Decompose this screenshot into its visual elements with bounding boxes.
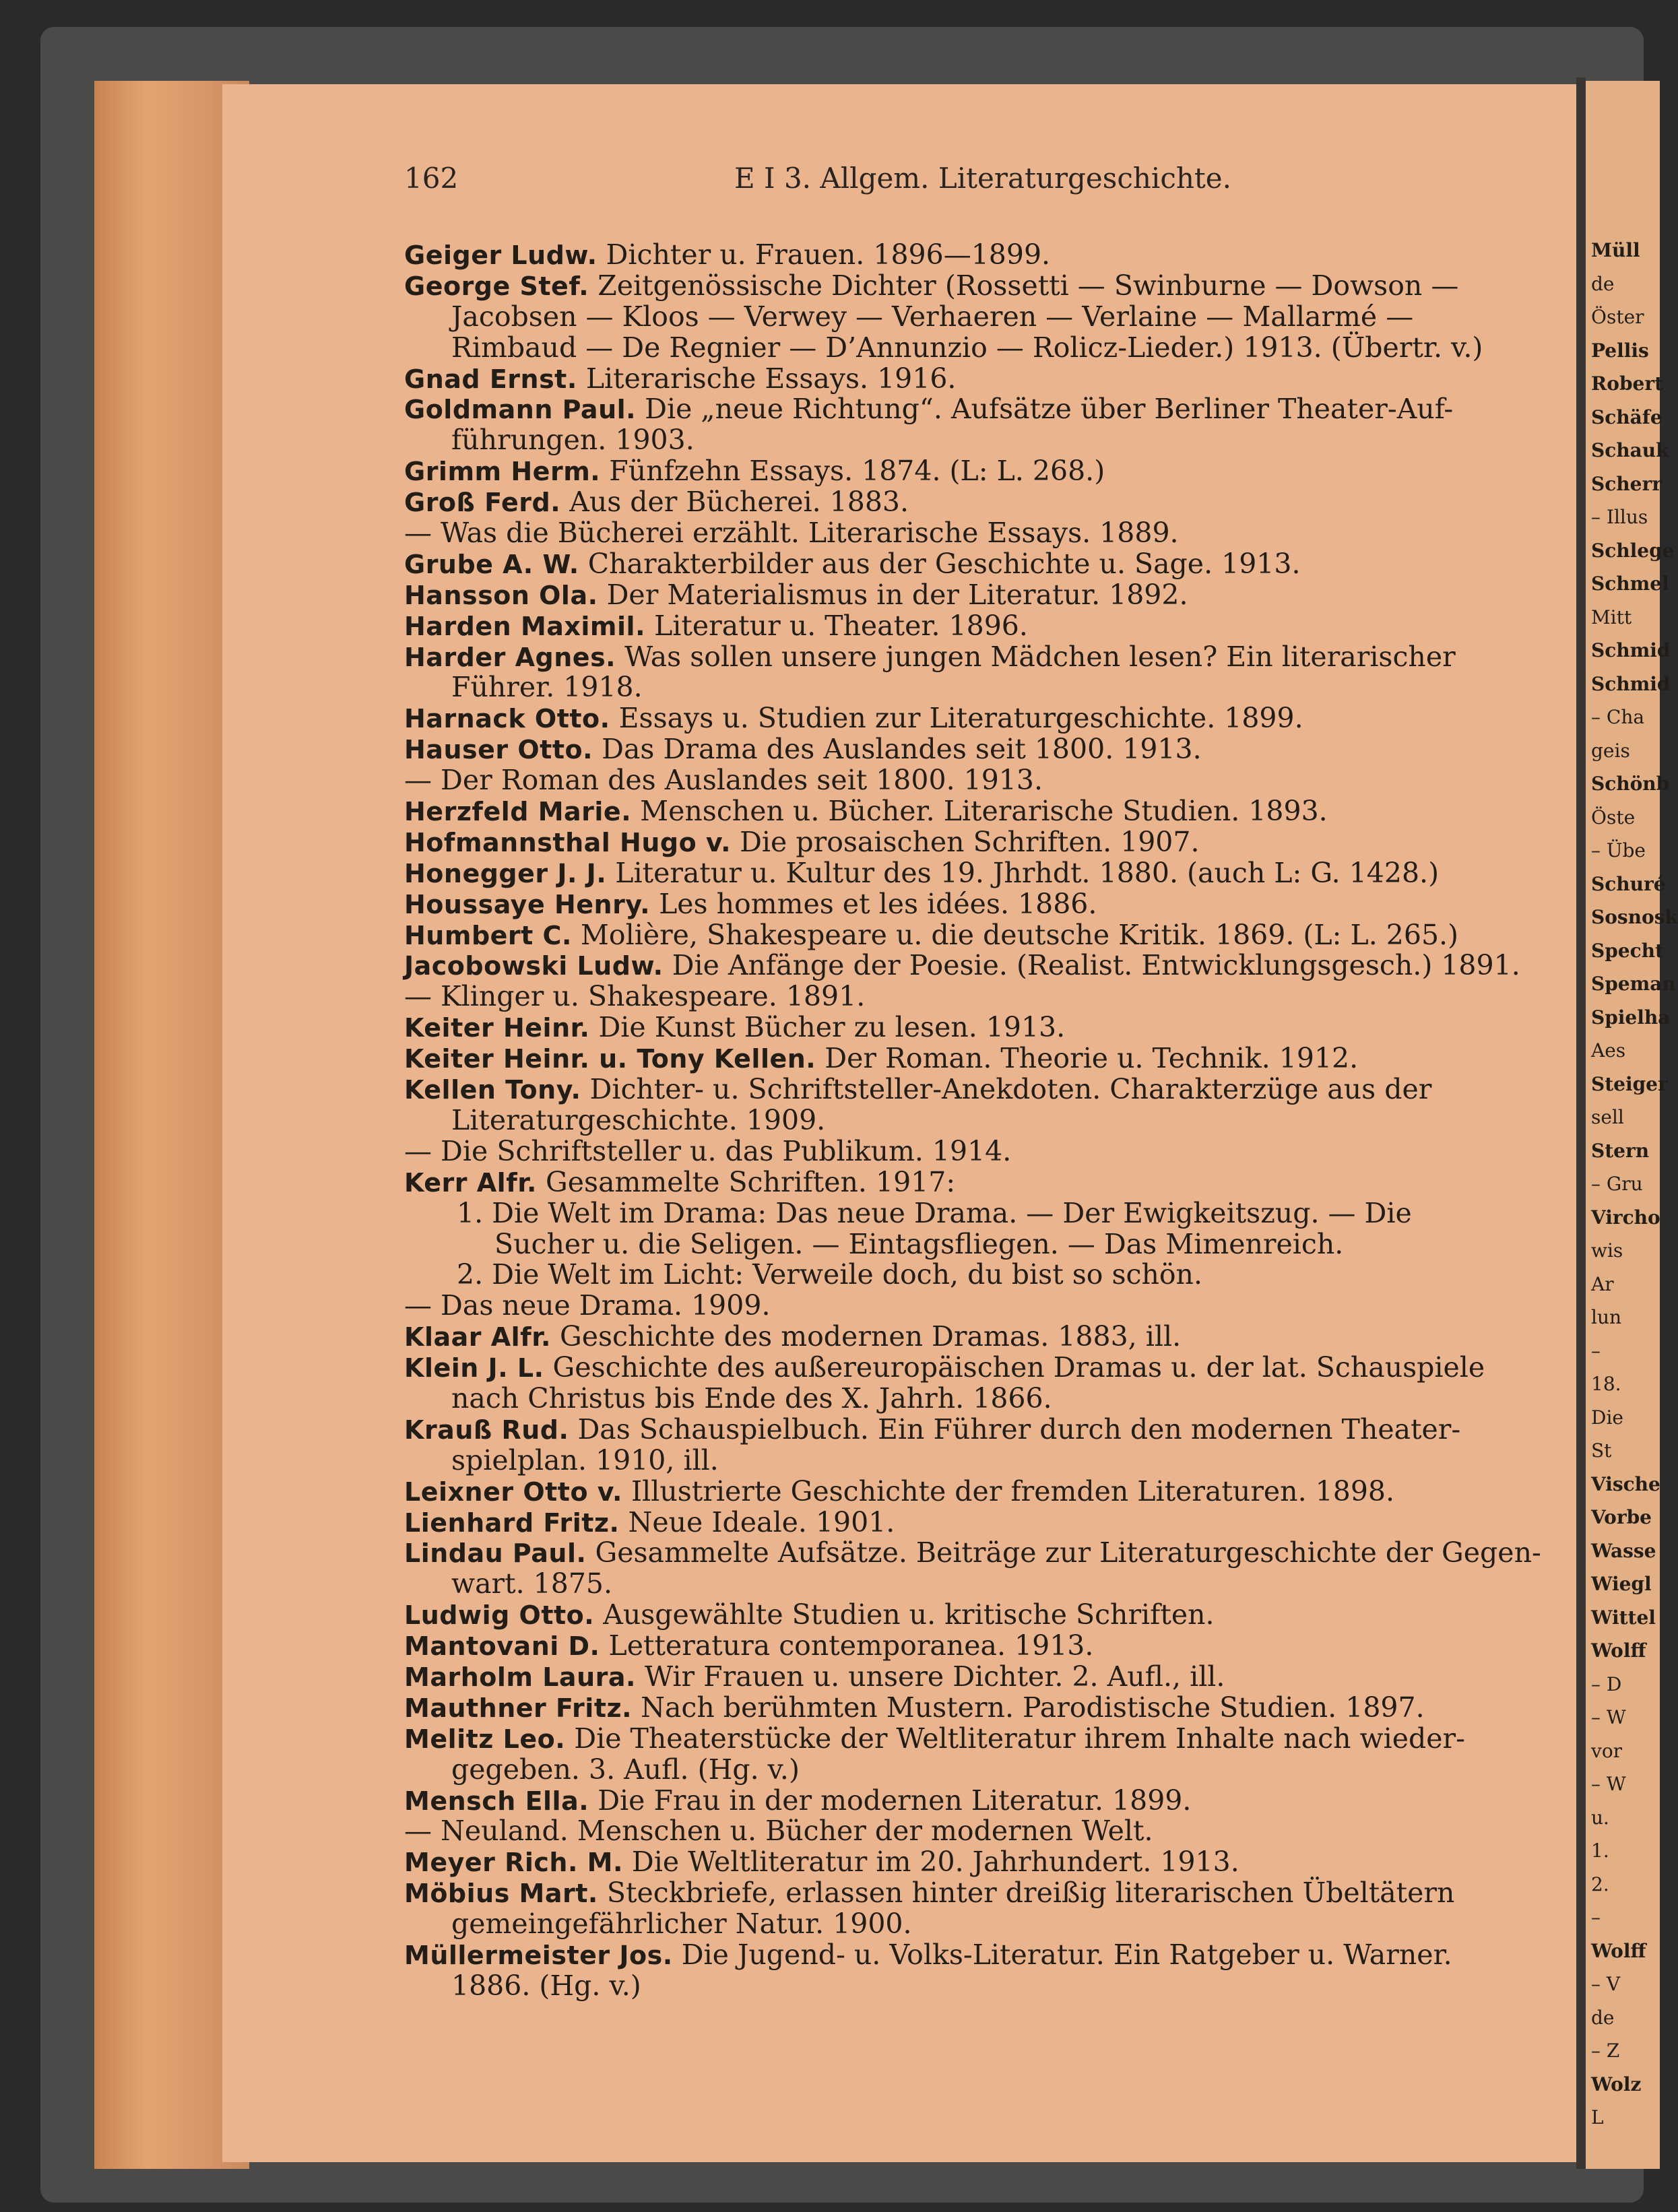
entry-first-line (404, 487, 1576, 518)
bibliography-entry (404, 1693, 1576, 1724)
entry-first-line (404, 1507, 1576, 1538)
facing-page-text: – Cha (1591, 706, 1645, 728)
facing-page-text: Die (1591, 1406, 1623, 1429)
facing-page-text: Schmel (1591, 573, 1669, 595)
bibliography-entry (404, 1507, 1576, 1538)
entry-text: Sucher u. die Seligen. — Eintagsfliegen. — Das Mimenreich. (494, 1227, 1344, 1260)
entry-first-line (404, 456, 1576, 487)
entry-text: Aus der Bücherei. 1883. (560, 486, 909, 519)
bibliography-entry (404, 580, 1576, 611)
entry-first-line (404, 1322, 1576, 1353)
bibliography-entry (404, 487, 1576, 518)
entry-continuation-line (404, 1105, 1576, 1136)
entry-first-line (404, 1043, 1576, 1074)
facing-page-text: Sosnosk (1591, 906, 1678, 928)
facing-page-text: Wasse (1591, 1539, 1656, 1562)
entry-text: Menschen u. Bücher. Literarische Studien. 1893. (631, 795, 1328, 828)
entry-first-line (404, 364, 1576, 395)
entry-continuation-line (404, 333, 1576, 364)
entry-first-line (404, 611, 1576, 642)
entry-text: Geschichte des außereuropäischen Dramas u. der lat. Schauspiele (544, 1351, 1485, 1384)
facing-page-text: St (1591, 1439, 1612, 1462)
entry-text: Charakterbilder aus der Geschichte u. Sage. 1913. (579, 547, 1301, 580)
facing-page-text: Scherr (1591, 472, 1662, 495)
page-number: 162 (404, 162, 459, 195)
facing-page-text: geis (1591, 739, 1630, 762)
page-header (404, 162, 1253, 202)
entry-author: Möbius Mart. (404, 1879, 598, 1909)
facing-page-text: 1. (1591, 1840, 1609, 1862)
entry-author: Geiger Ludw. (404, 240, 598, 270)
entry-first-line (404, 765, 1576, 796)
facing-page-text: Vorbe (1591, 1506, 1652, 1528)
entry-author: Kellen Tony. (404, 1075, 581, 1105)
entry-author: Mauthner Fritz. (404, 1693, 633, 1723)
entry-author: Humbert C. (404, 920, 572, 950)
entry-text: Steckbriefe, erlassen hinter dreißig literarischen Übeltätern (598, 1877, 1455, 1910)
entry-first-line (404, 549, 1576, 580)
entry-first-line (404, 580, 1576, 611)
bibliography-entry (404, 703, 1576, 734)
entry-first-line (404, 827, 1576, 858)
bibliography-entry (404, 1167, 1576, 1198)
entry-text: Der Roman. Theorie u. Technik. 1912. (816, 1042, 1359, 1075)
entry-author: Meyer Rich. M. (404, 1848, 623, 1878)
entry-text: Dichter u. Frauen. 1896—1899. (597, 238, 1051, 271)
facing-page-text: Ar (1591, 1272, 1614, 1295)
facing-page-fragment (1586, 81, 1678, 2169)
book-gutter (1576, 77, 1586, 2169)
facing-page-text: Pellis (1591, 339, 1649, 362)
entry-text: Literatur u. Theater. 1896. (645, 609, 1028, 642)
entry-first-line (404, 889, 1576, 920)
entry-text: Letteratura contemporanea. 1913. (600, 1629, 1094, 1662)
facing-page-text: Steiger (1591, 1072, 1668, 1095)
entry-author: Gnad Ernst. (404, 364, 577, 394)
bibliography-entry (404, 1662, 1576, 1693)
entry-text: Literaturgeschichte. 1909. (451, 1103, 826, 1136)
entry-first-line (404, 1012, 1576, 1043)
facing-page-text: Wolff (1591, 1639, 1646, 1662)
entry-text: Literarische Essays. 1916. (577, 362, 957, 395)
entry-author: Marholm Laura. (404, 1662, 636, 1692)
entry-text: — Die Schriftsteller u. das Publikum. 1914. (404, 1134, 1012, 1167)
facing-page-text: Wittel (1591, 1606, 1656, 1629)
bibliography-entry (404, 765, 1576, 796)
bibliography-entry (404, 240, 1576, 271)
facing-page-text: Schauk (1591, 439, 1669, 461)
bibliography-entry (404, 920, 1576, 951)
entry-first-line (404, 858, 1576, 889)
entry-continuation-line (404, 425, 1576, 456)
entry-text: Was sollen unsere jungen Mädchen lesen? Ein literarischer (616, 640, 1456, 673)
entry-text: Wir Frauen u. unsere Dichter. 2. Aufl., ill. (635, 1660, 1225, 1693)
bibliography-entry (404, 642, 1576, 704)
entry-text: Die Kunst Bücher zu lesen. 1913. (589, 1011, 1066, 1044)
facing-page-text: L (1591, 2106, 1604, 2128)
entry-text: Neue Ideale. 1901. (619, 1505, 895, 1538)
entry-author: Harder Agnes. (404, 642, 616, 672)
facing-page-text: de (1591, 272, 1615, 295)
entry-text: Essays u. Studien zur Literaturgeschichte. 1899. (610, 702, 1303, 735)
entry-first-line (404, 1693, 1576, 1724)
bibliography-entry (404, 1414, 1576, 1476)
entry-text: führungen. 1903. (451, 424, 695, 457)
entry-author: Groß Ferd. (404, 488, 561, 518)
facing-page-text: Wolff (1591, 1939, 1646, 1962)
facing-page-text: Speman (1591, 973, 1676, 995)
entry-text: Der Materialismus in der Literatur. 1892. (598, 578, 1188, 611)
bibliography-entry (404, 518, 1576, 549)
entry-continuation-line (404, 1755, 1576, 1786)
entry-first-line (404, 1816, 1576, 1847)
facing-page-text: Schuré (1591, 872, 1666, 895)
bibliography-entry (404, 734, 1576, 765)
entry-text: Geschichte des modernen Dramas. 1883, ill. (550, 1320, 1182, 1353)
facing-page-text: Stern (1591, 1139, 1650, 1162)
bibliography-entry (404, 827, 1576, 858)
entry-author: Kerr Alfr. (404, 1167, 537, 1198)
entry-continuation-line (404, 672, 1576, 703)
entry-author: Houssaye Henry. (404, 889, 651, 919)
facing-page-text: Schäfe (1591, 405, 1663, 428)
entry-author: Mensch Ella. (404, 1786, 589, 1816)
bibliography-entry (404, 1074, 1576, 1136)
bibliography-entry (404, 981, 1576, 1012)
entry-text: — Neuland. Menschen u. Bücher der modernen Welt. (404, 1815, 1153, 1848)
facing-page-text: Öste (1591, 806, 1636, 828)
entry-text: Ausgewählte Studien u. kritische Schriften. (594, 1598, 1215, 1631)
bibliography-entry (404, 950, 1576, 981)
facing-page-text: Müll (1591, 239, 1640, 261)
bibliography-entry (404, 1786, 1576, 1817)
entry-first-line (404, 1167, 1576, 1198)
entry-author: Klein J. L. (404, 1353, 544, 1384)
facing-page-text: Wiegl (1591, 1573, 1652, 1595)
entry-text: Nach berühmten Mustern. Parodistische Studien. 1897. (632, 1691, 1425, 1724)
entry-first-line (404, 1847, 1576, 1878)
entry-author: Harnack Otto. (404, 704, 610, 734)
entry-author: Keiter Heinr. (404, 1013, 590, 1043)
entry-text: Die Weltliteratur im 20. Jahrhundert. 1913. (622, 1846, 1239, 1879)
facing-page-text: – W (1591, 1706, 1626, 1728)
entry-author: Lienhard Fritz. (404, 1507, 620, 1538)
facing-page-text: – Z (1591, 2040, 1620, 2062)
entry-text: Die Theaterstücke der Weltliteratur ihrem Inhalte nach wieder- (565, 1722, 1465, 1755)
entry-first-line (404, 1662, 1576, 1693)
entry-author: Melitz Leo. (404, 1724, 566, 1754)
entry-author: George Stef. (404, 271, 589, 301)
entry-first-line (404, 1353, 1576, 1384)
facing-page-text: Wolz (1591, 2073, 1642, 2095)
facing-page-text: Specht (1591, 939, 1664, 962)
entry-continuation-line (404, 302, 1576, 333)
bibliography-entry (404, 1291, 1576, 1322)
bibliography-entry (404, 858, 1576, 889)
entry-text: nach Christus bis Ende des X. Jahrh. 1866. (451, 1381, 1052, 1414)
entry-text: — Klinger u. Shakespeare. 1891. (404, 980, 866, 1013)
entry-text: Dichter- u. Schriftsteller-Anekdoten. Charakterzüge aus der (581, 1073, 1432, 1106)
entry-first-line (404, 1631, 1576, 1662)
entry-author: Leixner Otto v. (404, 1476, 622, 1507)
facing-page-text: – Illus (1591, 506, 1648, 528)
entry-text: Die prosaischen Schriften. 1907. (731, 825, 1200, 858)
entry-continuation-line (404, 1229, 1576, 1260)
bibliography-entry (404, 1012, 1576, 1043)
running-title: E I 3. Allgem. Literaturgeschichte. (734, 162, 1231, 195)
entry-text: Die Anfänge der Poesie. (Realist. Entwicklungsgesch.) 1891. (663, 949, 1520, 982)
entry-author: Hansson Ola. (404, 580, 598, 610)
bibliography-entry (404, 1878, 1576, 1940)
entry-author: Honegger J. J. (404, 858, 607, 888)
entry-text: Das Schauspielbuch. Ein Führer durch den modernen Theater- (569, 1412, 1461, 1445)
entry-first-line (404, 1074, 1576, 1105)
bibliography-entry (404, 1631, 1576, 1662)
entry-first-line (404, 1538, 1576, 1569)
entry-text: Die Jugend- u. Volks-Literatur. Ein Ratgeber u. Warner. (672, 1938, 1452, 1971)
entry-text: Führer. 1918. (451, 671, 643, 704)
bibliography-entry (404, 611, 1576, 642)
entry-first-line (404, 518, 1576, 549)
facing-page-text: Schönb (1591, 773, 1670, 795)
facing-page-text: Öster (1591, 306, 1644, 328)
entry-author: Jacobowski Ludw. (404, 951, 664, 981)
entry-first-line (404, 1724, 1576, 1755)
facing-page-text: – (1591, 1906, 1601, 1928)
facing-page-text: 2. (1591, 1873, 1609, 1895)
bibliography-entry (404, 1353, 1576, 1414)
facing-page-text: Schlege (1591, 539, 1675, 562)
bibliography-entry (404, 1322, 1576, 1353)
entry-first-line (404, 981, 1576, 1012)
bibliography-entry (404, 549, 1576, 580)
entry-first-line (404, 394, 1576, 425)
entry-text: Jacobsen — Kloos — Verwey — Verhaeren — Verlaine — Mallarmé — (451, 300, 1414, 333)
bibliography-entry (404, 1847, 1576, 1878)
facing-page-text: wis (1591, 1239, 1623, 1262)
entry-author: Ludwig Otto. (404, 1600, 595, 1631)
entry-first-line (404, 1940, 1576, 1971)
entry-text: Molière, Shakespeare u. die deutsche Kritik. 1869. (L: L. 265.) (571, 918, 1459, 951)
bibliography-entry (404, 1476, 1576, 1507)
bibliography-entry (404, 796, 1576, 827)
entry-first-line (404, 271, 1576, 302)
bibliography-entry (404, 889, 1576, 920)
bibliography-entry (404, 1043, 1576, 1074)
facing-page-text: – (1591, 1339, 1601, 1362)
entry-text: 1. Die Welt im Drama: Das neue Drama. — Der Ewigkeitszug. — Die (457, 1196, 1412, 1229)
facing-page-text: – Übe (1591, 839, 1646, 861)
bibliography-entry (404, 1724, 1576, 1786)
bibliography-entry (404, 394, 1576, 456)
entry-author: Goldmann Paul. (404, 395, 637, 425)
entry-text: Illustrierte Geschichte der fremden Literaturen. 1898. (622, 1474, 1395, 1507)
entry-text: Die Frau in der modernen Literatur. 1899. (589, 1784, 1192, 1817)
facing-page-text: Spielha (1591, 1006, 1671, 1029)
facing-page-text: Schmid (1591, 639, 1671, 661)
entry-author: Grube A. W. (404, 549, 579, 579)
bibliography-entry (404, 1198, 1576, 1260)
entry-first-line (404, 920, 1576, 951)
entry-author: Harden Maximil. (404, 611, 646, 641)
entry-text: Gesammelte Schriften. 1917: (537, 1165, 956, 1198)
entry-text: — Der Roman des Auslandes seit 1800. 1913. (404, 764, 1043, 797)
entry-first-line (404, 1291, 1576, 1322)
entry-text: 1886. (Hg. v.) (451, 1969, 641, 2002)
entry-continuation-line (404, 1569, 1576, 1600)
entry-first-line (404, 796, 1576, 827)
entry-first-line (404, 1198, 1576, 1229)
entry-continuation-line (404, 1971, 1576, 2002)
facing-page-text: vor (1591, 1739, 1623, 1762)
entry-text: Literatur u. Kultur des 19. Jhrhdt. 1880. (auch L: G. 1428.) (606, 856, 1440, 889)
facing-page-text: Vircho (1591, 1206, 1660, 1229)
facing-page-text: Mitt (1591, 606, 1632, 628)
entry-text: Fünfzehn Essays. 1874. (L: L. 268.) (600, 455, 1105, 488)
entry-author: Lindau Paul. (404, 1538, 587, 1569)
entry-first-line (404, 1878, 1576, 1909)
bibliography-entry (404, 456, 1576, 487)
facing-page-text: – D (1591, 1672, 1622, 1695)
entry-text: Zeitgenössische Dichter (Rossetti — Swinburne — Dowson — (589, 269, 1459, 302)
facing-page-text: – Gru (1591, 1173, 1643, 1195)
facing-page-text: sell (1591, 1106, 1624, 1128)
facing-page-text: de (1591, 2006, 1615, 2029)
entry-continuation-line (404, 1909, 1576, 1940)
entry-text: Die „neue Richtung“. Aufsätze über Berliner Theater-Auf- (636, 393, 1454, 426)
facing-page-text: Aes (1591, 1039, 1626, 1062)
entry-first-line (404, 642, 1576, 673)
facing-page-text: Robert (1591, 372, 1664, 395)
entry-text: — Was die Bücherei erzählt. Literarische Essays. 1889. (404, 517, 1179, 550)
entry-text: Rimbaud — De Regnier — D’Annunzio — Rolicz-Lieder.) 1913. (Übertr. v.) (451, 331, 1483, 364)
entry-text: Les hommes et les idées. 1886. (650, 887, 1097, 920)
bibliography-list (404, 240, 1576, 2002)
bibliography-entry (404, 1538, 1576, 1600)
facing-page-text: Vische (1591, 1472, 1660, 1495)
entry-continuation-line (404, 1445, 1576, 1476)
entry-first-line (404, 1786, 1576, 1817)
bibliography-entry (404, 364, 1576, 395)
bibliography-entry (404, 1940, 1576, 2002)
entry-text: — Das neue Drama. 1909. (404, 1289, 771, 1322)
bibliography-entry (404, 1136, 1576, 1167)
entry-first-line (404, 703, 1576, 734)
entry-first-line (404, 1476, 1576, 1507)
entry-author: Krauß Rud. (404, 1414, 569, 1445)
entry-author: Müllermeister Jos. (404, 1940, 673, 1970)
facing-page-text: – V (1591, 1973, 1621, 1995)
entry-author: Keiter Heinr. u. Tony Kellen. (404, 1044, 816, 1074)
entry-continuation-line (404, 1381, 1576, 1414)
facing-page-text: Schmid (1591, 672, 1671, 695)
entry-first-line (404, 1136, 1576, 1167)
entry-text: 2. Die Welt im Licht: Verweile doch, du bist so schön. (457, 1258, 1202, 1291)
entry-text: Das Drama des Auslandes seit 1800. 1913. (593, 733, 1202, 766)
entry-text: gemeingefährlicher Natur. 1900. (451, 1908, 912, 1941)
entry-author: Klaar Alfr. (404, 1322, 551, 1353)
entry-author: Hauser Otto. (404, 735, 593, 765)
facing-page-text: – W (1591, 1773, 1626, 1795)
facing-page-text: lun (1591, 1306, 1622, 1328)
entry-author: Hofmannsthal Hugo v. (404, 827, 732, 857)
bibliography-entry (404, 1816, 1576, 1847)
facing-page-text: 18. (1591, 1373, 1621, 1395)
entry-text: gegeben. 3. Aufl. (Hg. v.) (451, 1753, 800, 1786)
entry-text: wart. 1875. (451, 1567, 613, 1600)
entry-text: spielplan. 1910, ill. (451, 1443, 719, 1476)
entry-first-line (404, 240, 1576, 271)
facing-page-text: u. (1591, 1806, 1609, 1829)
bibliography-entry (404, 1260, 1576, 1291)
entry-author: Grimm Herm. (404, 457, 601, 487)
entry-first-line (404, 1600, 1576, 1631)
bibliography-entry (404, 1600, 1576, 1631)
entry-first-line (404, 1414, 1576, 1445)
entry-first-line (404, 950, 1576, 981)
entry-author: Mantovani D. (404, 1631, 600, 1662)
entry-first-line (404, 1260, 1576, 1291)
entry-text: Gesammelte Aufsätze. Beiträge zur Literaturgeschichte der Gegen- (586, 1536, 1541, 1569)
entry-author: Herzfeld Marie. (404, 797, 632, 827)
bibliography-entry (404, 271, 1576, 364)
entry-first-line (404, 734, 1576, 765)
